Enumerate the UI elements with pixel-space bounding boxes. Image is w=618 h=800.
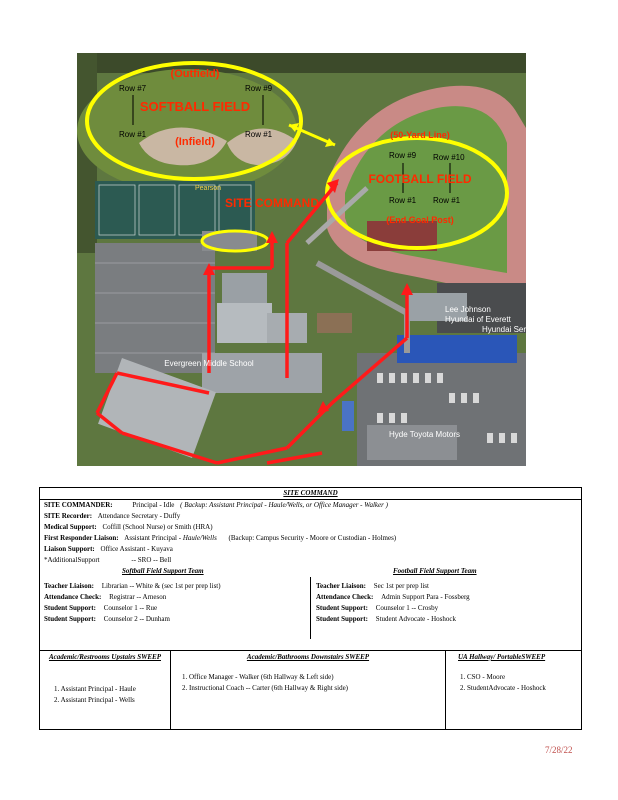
football-row1-left-label: Row #1 [389, 196, 417, 205]
toyota-label: Hyde Toyota Motors [389, 430, 460, 439]
softball-team-row [44, 614, 170, 625]
softball-team-row-value: Counselor 2 -- Dunham [103, 615, 170, 623]
additional-support-value: -- SRO -- Bell [131, 556, 172, 564]
sweep-downstairs-item: 1. Office Manager - Walker (6th Hallway & Left side) [182, 673, 334, 681]
first-responder-value-names: - Haule/Wells [178, 534, 217, 542]
fifty-yard-line-label: (50-Yard Line) [390, 130, 450, 140]
first-responder-label: First Responder Liaison: [44, 534, 119, 542]
football-row1-right-label: Row #1 [433, 196, 461, 205]
blue-portable [342, 401, 354, 431]
football-team-title: Football Field Support Team [393, 567, 477, 575]
additional-support-row [44, 555, 171, 566]
recorder-label: SITE Recorder: [44, 512, 93, 520]
liaison-value: Office Assistant - Kuyava [100, 545, 173, 553]
outfield-label: (Outfield) [170, 68, 220, 80]
football-row9-label: Row #9 [389, 151, 417, 160]
football-team-row-label: Teacher Liaison: [316, 582, 366, 590]
liaison-label: Liaison Support: [44, 545, 95, 553]
sweep-downstairs-title: Academic/Bathrooms Downstairs SWEEP [246, 653, 370, 661]
end-goal-post-label: (End Goal Post) [386, 215, 454, 225]
softball-team-row-label: Student Support: [44, 615, 96, 623]
site-command-label: SITE COMMAND [225, 196, 319, 210]
commander-row [44, 500, 388, 511]
site-command-title: SITE COMMAND [283, 489, 338, 497]
school-building-main [217, 303, 272, 343]
softball-team-title: Softball Field Support Team [122, 567, 204, 575]
map-svg [77, 53, 541, 466]
football-team-row [316, 603, 438, 614]
hyundai-label-line2: Hyundai of Everett [445, 315, 511, 324]
football-team-row-value: Student Advocate - Hoshock [375, 615, 456, 623]
softball-team-row [44, 592, 166, 603]
document-date: 7/28/22 [545, 745, 573, 755]
football-team-row [316, 592, 470, 603]
team-divider [310, 577, 311, 639]
sweep-separator [40, 650, 581, 651]
football-team-row-value: Admin Support Para - Fossberg [381, 593, 470, 601]
football-team-row-label: Attendance Check: [316, 593, 374, 601]
sweep-divider-1 [170, 650, 171, 730]
football-field-label: FOOTBALL FIELD [368, 172, 472, 186]
medical-value: Coffill (School Nurse) or Smith (HRA) [102, 523, 213, 531]
sweep-divider-2 [445, 650, 446, 730]
football-team-row-label: Student Support: [316, 615, 368, 623]
football-team-row-value: Sec 1st per prep list [373, 582, 429, 590]
football-team-row-value: Counselor 1 -- Crosby [375, 604, 439, 612]
hyundai-label-line1: Lee Johnson [445, 305, 491, 314]
softball-row1-right-label: Row #1 [245, 130, 273, 139]
sweep-downstairs-item: 2. Instructional Coach -- Carter (6th Hallway & Right side) [182, 684, 349, 692]
softball-team-row-label: Teacher Liaison: [44, 582, 94, 590]
softball-team-row [44, 581, 221, 592]
softball-row9-label: Row #9 [245, 84, 273, 93]
softball-row7-label: Row #7 [119, 84, 147, 93]
first-responder-backup: (Backup: Campus Security - Moore or Custodian - Holmes) [228, 534, 397, 542]
pearson-label: Pearson [195, 185, 222, 192]
sweep-upstairs-item: 1. Assistant Principal - Haule [54, 685, 136, 693]
hyundai-label-line3: Hyundai Service [482, 325, 541, 334]
sweep-ua-item: 1. CSO - Moore [460, 673, 506, 681]
recorder-row [44, 511, 180, 522]
softball-team-row-value: Registrar -- Arneson [109, 593, 167, 601]
softball-team-row-value: Counselor 1 -- Rue [103, 604, 158, 612]
softball-team-row [44, 603, 157, 614]
football-row10-label: Row #10 [433, 153, 465, 162]
portable-buildings [317, 313, 352, 333]
softball-field-label: SOFTBALL FIELD [139, 99, 251, 114]
sweep-ua-title: UA Hallway/ PortableSWEEP [458, 653, 546, 661]
commander-label: SITE COMMANDER: [44, 501, 113, 509]
school-label: Evergreen Middle School [164, 359, 254, 368]
recorder-value: Attendance Secretary - Duffy [97, 512, 181, 520]
medical-row [44, 522, 213, 533]
softball-team-row-value: Librarian -- White & (sec 1st per prep list) [101, 582, 221, 590]
softball-team-row-label: Student Support: [44, 604, 96, 612]
football-team-row [316, 581, 429, 592]
sweep-upstairs-title: Academic/Restrooms Upstairs SWEEP [48, 653, 161, 661]
liaison-row [44, 544, 173, 555]
football-team-row [316, 614, 456, 625]
softball-row1-left-label: Row #1 [119, 130, 147, 139]
softball-team-row-label: Attendance Check: [44, 593, 102, 601]
first-responder-value: Assistant Principal [124, 534, 177, 542]
medical-label: Medical Support: [44, 523, 97, 531]
sweep-ua-item: 2. StudentAdvocate - Hoshock [460, 684, 546, 692]
site-command-header [40, 488, 581, 500]
additional-support-label: *AdditionalSupport [44, 556, 100, 564]
blue-vehicle-row [397, 335, 517, 363]
commander-backup: ( Backup: Assistant Principal - Haule/Wells, or Office Manager - Walker ) [180, 501, 388, 509]
school-building-north [222, 273, 267, 303]
parking-lot-left [95, 243, 215, 373]
infield-label: (Infield) [175, 136, 215, 148]
commander-value: Principal - Idle [132, 501, 175, 509]
football-team-row-label: Student Support: [316, 604, 368, 612]
first-responder-row [44, 533, 396, 544]
aerial-site-map [77, 53, 541, 466]
site-command-table [39, 487, 582, 730]
sweep-upstairs-item: 2. Assistant Principal - Wells [54, 696, 135, 704]
